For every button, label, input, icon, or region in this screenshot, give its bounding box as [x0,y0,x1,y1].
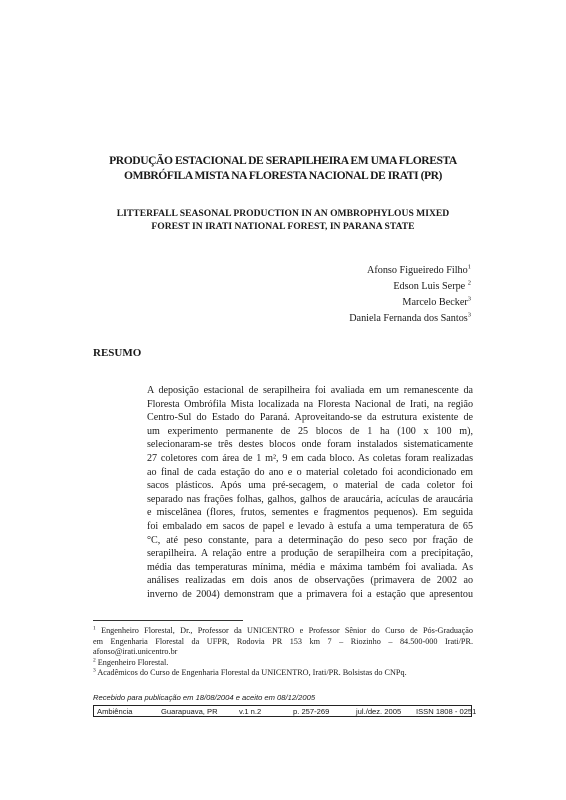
journal-date: jul./dez. 2005 [356,707,402,716]
author: Edson Luis Serpe $^2$ [393,279,471,292]
author: Marcelo Becker$^3$ [402,295,471,308]
title-english [60,208,506,233]
affiliation-marker: 2 [467,279,471,287]
abstract-line: °C, até peso constante, para a determinação do peso seco por fração de [147,534,473,546]
journal-city: Guarapuava, PR [161,707,218,716]
abstract-line: foi embalado em sacos de papel e levado à estufa a uma temperatura de 65 [147,520,473,532]
affiliation-marker: 1 [467,263,471,271]
abstract-line: análises realizadas em dois anos de observações (primavera de 2002 ao [147,575,473,587]
abstract-line: inverno de 2004) demonstram que a primavera foi a estação que apresentou [147,588,473,600]
abstract-line: Floresta Ombrófila Mista localizada na Floresta Nacional de Irati, na região [147,398,473,410]
abstract-line: e miscelânea (flores, frutos, sementes e fragmentos pequenos). Em seguida [147,507,473,519]
abstract-line: média das temperaturas mínima, média e máxima também foi avaliada. As [147,561,473,573]
footnote-marker: 3 [93,667,96,674]
abstract-line: um experimento permanente de 25 blocos de 1 ha (100 x 100 m), [147,425,473,437]
footnote-marker: 2 [93,656,96,663]
title-en-line: LITTERFALL SEASONAL PRODUCTION IN AN OMBROPHYLOUS MIXED [116,208,450,219]
footnote-1-cont: em Engenharia Florestal da UFPR, Rodovia PR 153 km 7 – Riozinho – 84.500-000 Irati/PR. [93,636,473,646]
abstract-line: separado nas frações folhas, galhos, galhos de araucária, acículas de araucária [147,493,473,505]
title-en-line: FOREST IN IRATI NATIONAL FOREST, IN PARANA STATE [151,220,415,232]
journal-issn: ISSN 1808 - 0251 [416,707,477,716]
title-pt-line: PRODUÇÃO ESTACIONAL DE SERAPILHEIRA EM UMA FLORESTA [109,154,457,167]
abstract-line: A deposição estacional de serapilheira foi avaliada em um remanescente da [147,385,473,396]
footnote-3: $^3$ Acadêmicos do Curso de Engenharia Florestal da UNICENTRO, Irati/PR. Bolsistas do CNPq. [93,667,407,677]
journal-volume: v.1 n.2 [239,707,262,716]
footnote-marker: 1 [93,625,96,632]
title-portuguese [60,153,506,183]
author: Daniela Fernanda dos Santos$^3$ [349,311,471,324]
received-accepted-note: Recebido para publicação em 18/08/2004 e aceito em 08/12/2005 [93,693,316,702]
abstract-line: Centro-Sul do Estado do Paraná. Aproveitando-se da estrutura existente de [147,412,473,424]
journal-pages: p. 257-269 [293,707,330,716]
footnote-divider [93,620,243,621]
abstract-line: serapilheira. A relação entre a produção de serapilheira com a precipitação, [147,548,473,560]
journal-name: Ambiência [97,707,133,716]
footnote-email: afonso@irati.unicentro.br [93,647,178,656]
footnote-2: $^2$ Engenheiro Florestal. [93,656,169,667]
author: Afonso Figueiredo Filho$^1$ [367,263,471,276]
affiliation-marker: 3 [467,311,471,319]
section-heading-resumo: RESUMO [93,347,142,359]
footnote-1: $^1$ Engenheiro Florestal, Dr., Professor da UNICENTRO e Professor Sênior do Curso de Pós-Graduação [93,625,474,635]
abstract-line: 27 coletores com área de 1 m², 9 em cada bloco. As coletas foram realizadas [147,452,473,464]
affiliation-marker: 3 [467,295,471,303]
abstract-body [147,384,473,602]
journal-info-bar [93,705,477,717]
author-list [349,263,471,327]
abstract-line: selecionaram-se três destes blocos onde foram instalados sistematicamente [147,439,473,451]
title-pt-line: OMBRÓFILA MISTA NA FLORESTA NACIONAL DE IRATI (PR) [124,169,442,182]
footnotes [93,626,473,679]
abstract-line: sacos plásticos. Após uma pré-secagem, o material de cada coletor foi [147,480,473,492]
abstract-line: ao final de cada estação do ano e o material coletado foi acondicionado em [147,466,473,478]
